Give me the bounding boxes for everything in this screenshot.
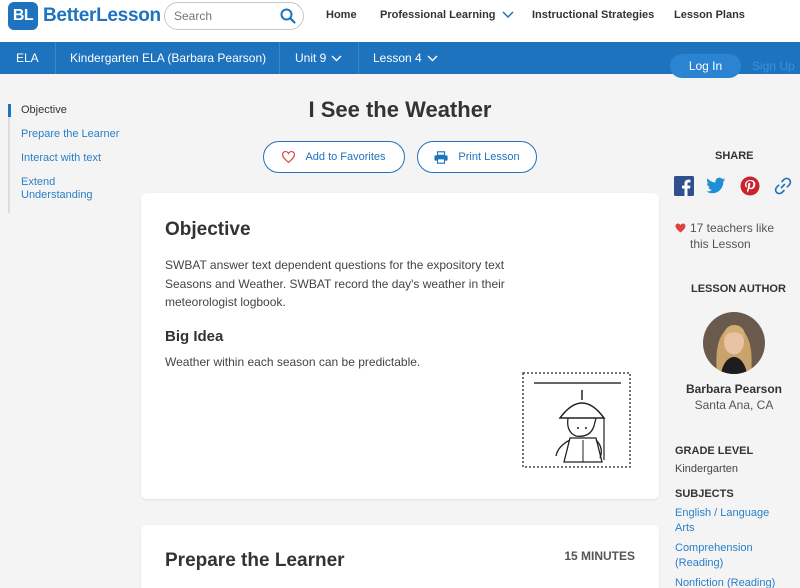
divider: [279, 42, 280, 74]
crumb-lesson[interactable]: [373, 51, 438, 65]
signup-link[interactable]: Sign Up: [752, 59, 795, 73]
subjects-label: SUBJECTS: [675, 488, 734, 500]
twitter-icon[interactable]: [706, 176, 726, 196]
logo-badge[interactable]: BL: [8, 2, 38, 30]
add-to-favorites-label: Add to Favorites: [305, 151, 386, 163]
page-title: I See the Weather: [308, 97, 492, 122]
crumb-unit[interactable]: [295, 51, 342, 65]
section-link-interact[interactable]: Interact with text: [21, 152, 102, 164]
weather-clipart-image: [520, 370, 633, 470]
divider: [55, 42, 56, 74]
prepare-card: [141, 525, 659, 588]
lesson-section-nav: [8, 104, 138, 213]
nav-label: Professional Learning: [380, 9, 496, 21]
copy-link-icon[interactable]: [773, 176, 793, 196]
section-link-extend[interactable]: Extend Understanding: [21, 176, 93, 201]
big-idea-heading: Big Idea: [165, 328, 224, 345]
heart-icon: [282, 151, 295, 163]
pinterest-icon[interactable]: [740, 176, 760, 196]
objective-text: SWBAT answer text dependent questions for the expository text Seasons and Weather. SWBAT record the day's weather in their meteorologist logbook.: [165, 258, 505, 309]
divider: [358, 42, 359, 74]
nav-professional-learning[interactable]: [380, 9, 514, 21]
facebook-icon[interactable]: [674, 176, 694, 196]
print-icon: [434, 151, 448, 164]
search-input[interactable]: [174, 9, 274, 23]
author-avatar[interactable]: [703, 312, 765, 374]
add-to-favorites-button[interactable]: [263, 141, 405, 173]
chevron-down-icon: [502, 11, 514, 19]
big-idea-text: Weather within each season can be predictable.: [165, 355, 421, 369]
objective-heading: Objective: [165, 219, 251, 240]
share-label: SHARE: [715, 150, 754, 162]
chevron-down-icon: [427, 55, 438, 62]
search-icon[interactable]: [280, 8, 296, 24]
crumb-course[interactable]: Kindergarten ELA (Barbara Pearson): [70, 51, 267, 65]
subject-link[interactable]: Nonfiction (Reading): [675, 577, 776, 588]
crumb-subject[interactable]: ELA: [16, 51, 39, 65]
login-button[interactable]: Log In: [670, 54, 741, 78]
nav-instructional-strategies[interactable]: Instructional Strategies: [532, 9, 655, 21]
top-header: [0, 0, 800, 42]
section-link-prepare[interactable]: Prepare the Learner: [21, 128, 120, 140]
logo-text[interactable]: BetterLesson: [43, 5, 161, 26]
grade-level-label: GRADE LEVEL: [675, 445, 754, 457]
subject-link[interactable]: Comprehension (Reading): [675, 542, 753, 569]
nav-home[interactable]: Home: [326, 9, 357, 21]
nav-lesson-plans[interactable]: Lesson Plans: [674, 9, 745, 21]
prepare-duration: 15 MINUTES: [564, 549, 635, 563]
print-lesson-button[interactable]: [417, 141, 537, 173]
author-location: Santa Ana, CA: [694, 398, 774, 412]
likes-count: 17 teachers like this Lesson: [690, 221, 775, 251]
section-link-objective[interactable]: Objective: [8, 104, 138, 117]
author-name[interactable]: Barbara Pearson: [685, 382, 783, 396]
print-lesson-label: Print Lesson: [458, 151, 520, 163]
chevron-down-icon: [331, 55, 342, 62]
heart-icon: [675, 223, 686, 233]
crumb-unit-label: Unit 9: [295, 51, 327, 65]
lesson-author-label: LESSON AUTHOR: [691, 283, 786, 295]
subject-link[interactable]: English / Language Arts: [675, 507, 770, 534]
crumb-lesson-label: Lesson 4: [373, 51, 422, 65]
prepare-heading: Prepare the Learner: [165, 550, 345, 571]
objective-card: [141, 193, 659, 499]
grade-level-value: Kindergarten: [675, 463, 738, 475]
search-box[interactable]: [164, 2, 304, 30]
